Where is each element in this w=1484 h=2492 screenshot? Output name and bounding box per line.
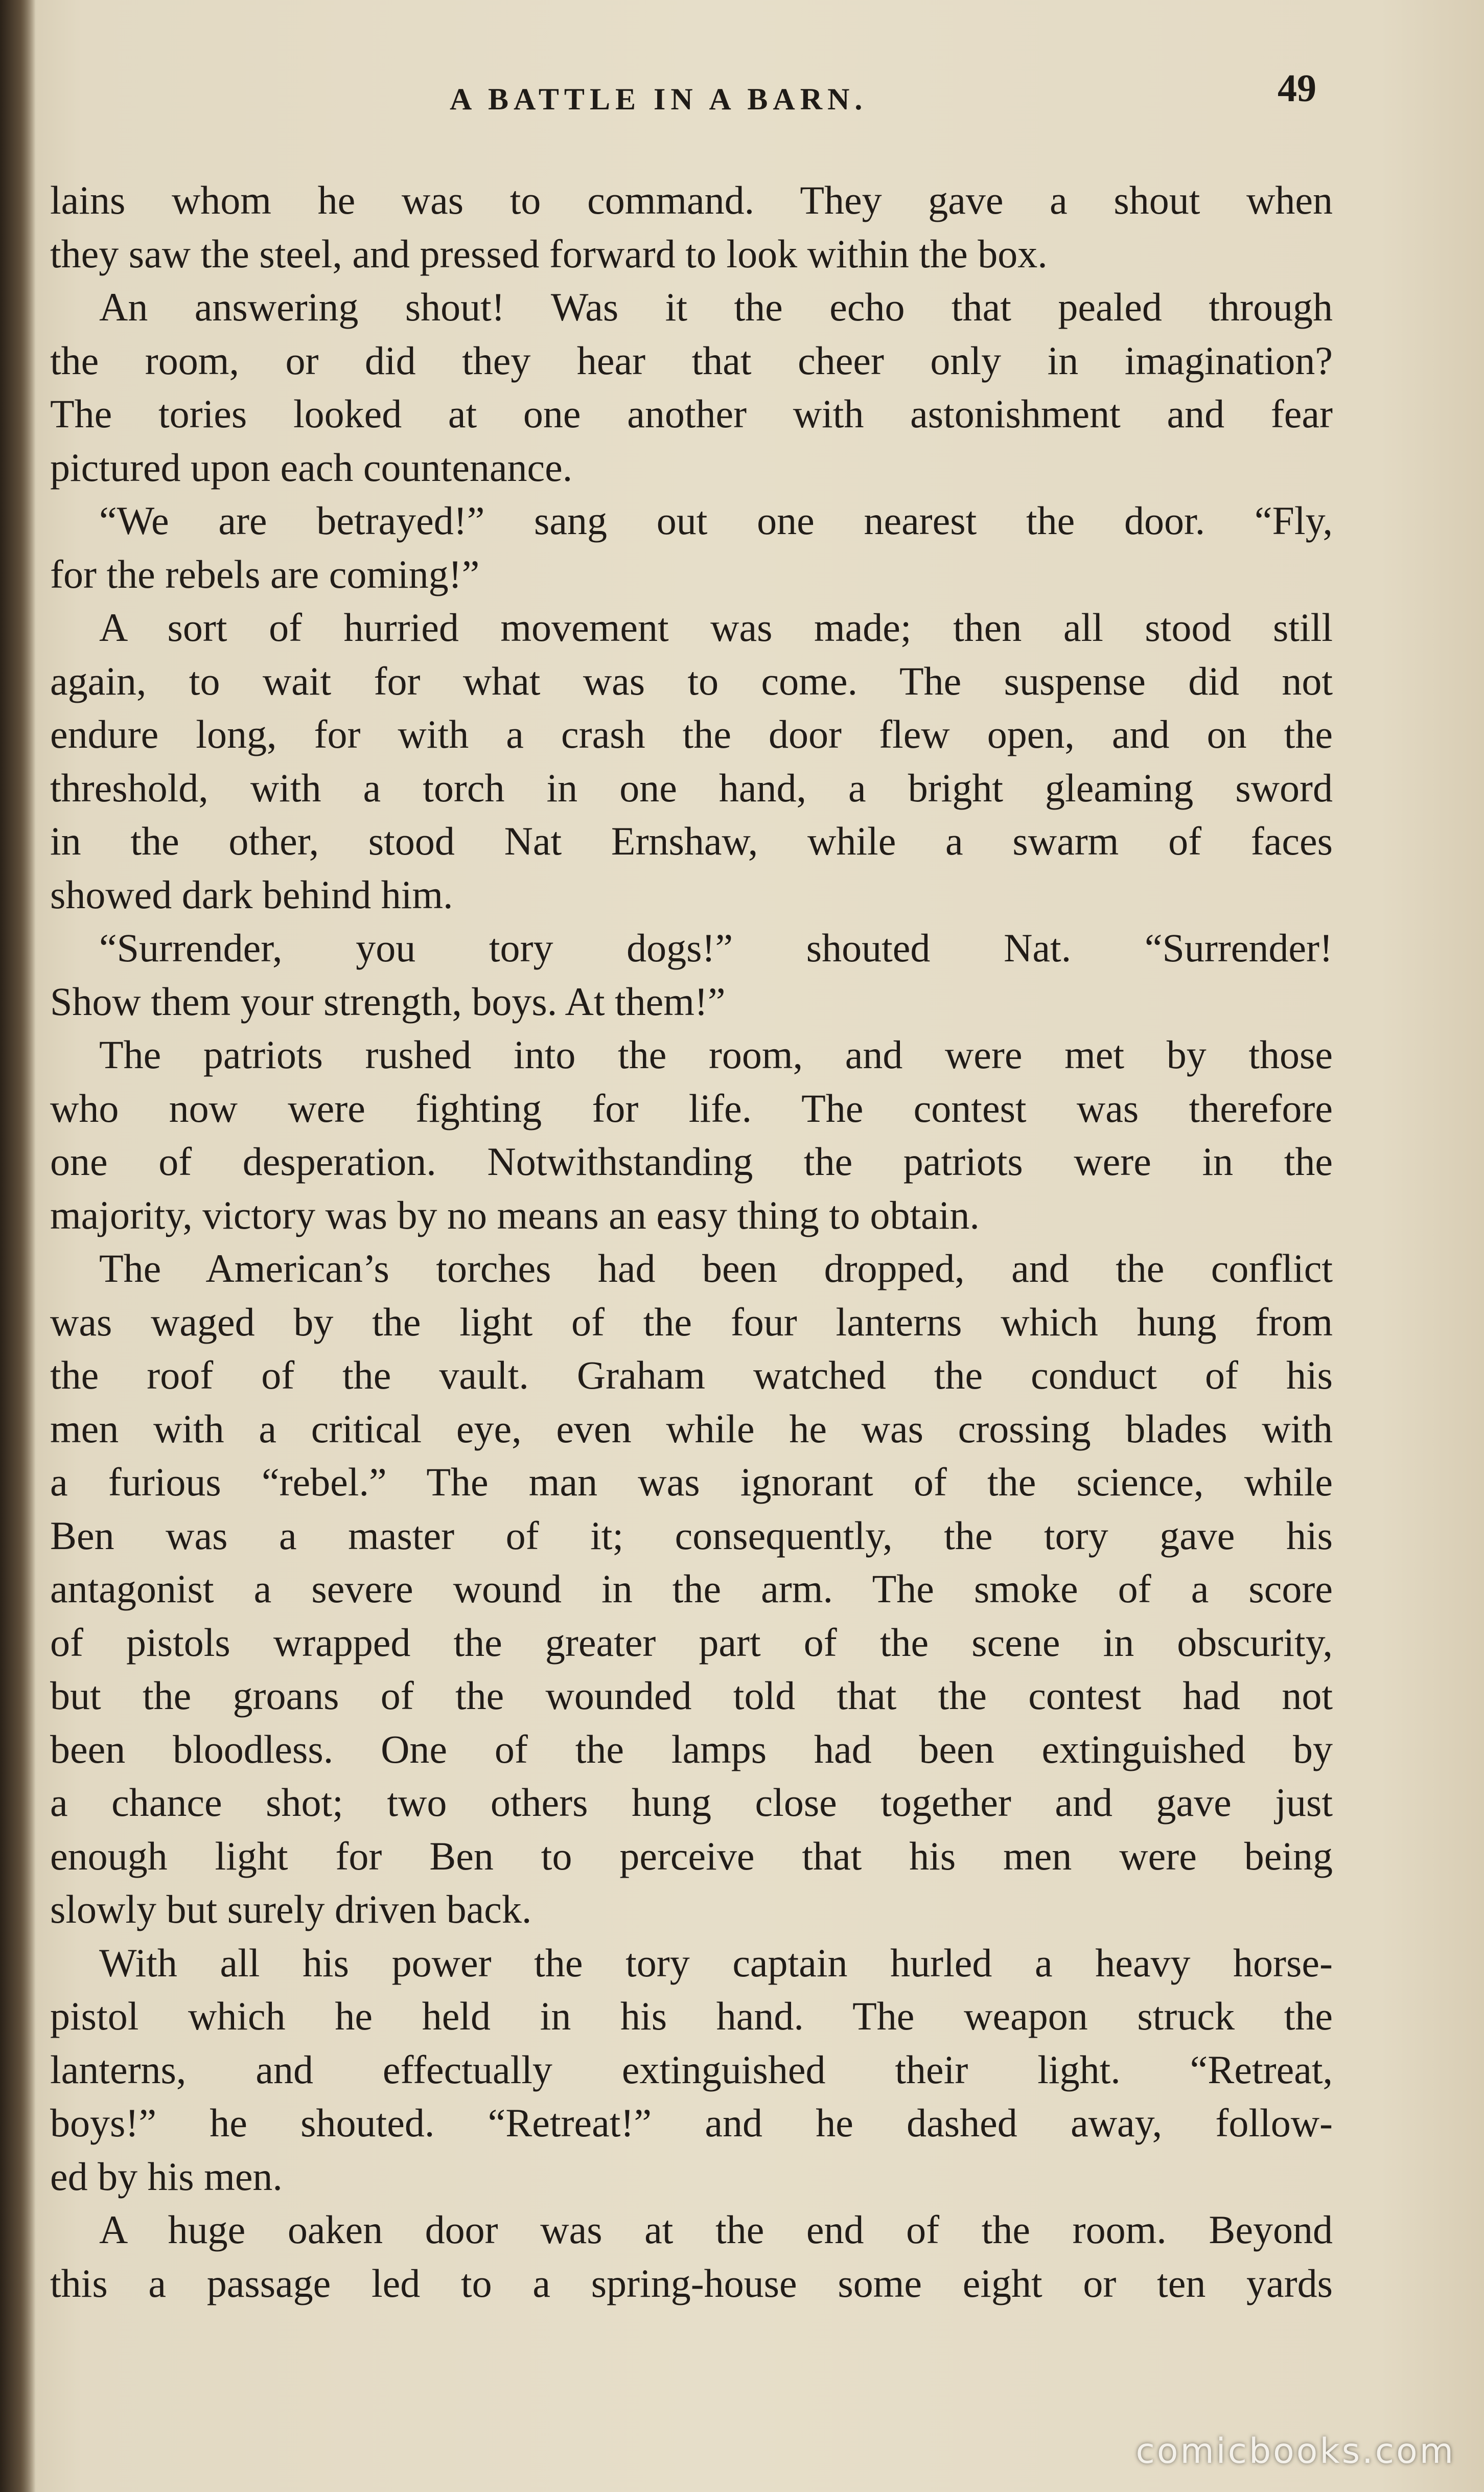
text-line: the room, or did they hear that cheer only in imagination? — [50, 338, 1333, 383]
text-line: threshold, with a torch in one hand, a bright gleaming sword — [50, 765, 1333, 810]
page-number: 49 — [1278, 67, 1316, 110]
text-line: pictured upon each countenance. — [50, 445, 573, 490]
text-line: who now were fighting for life. The contest was therefore — [50, 1086, 1333, 1130]
text-line: majority, victory was by no means an easy thing to obtain. — [50, 1192, 980, 1237]
text-line: they saw the steel, and pressed forward to look within the box. — [50, 231, 1048, 276]
watermark: comicbooks.com — [1135, 2431, 1455, 2472]
text-line: With all his power the tory captain hurled a heavy horse- — [99, 1940, 1333, 1985]
text-line: the roof of the vault. Graham watched the conduct of his — [50, 1353, 1333, 1397]
text-line: endure long, for with a crash the door flew open, and on the — [50, 712, 1333, 756]
text-line: The patriots rushed into the room, and were met by those — [99, 1032, 1333, 1077]
text-line: boys!” he shouted. “Retreat!” and he dashed away, follow- — [50, 2101, 1333, 2145]
text-line: men with a critical eye, even while he was crossing blades with — [50, 1406, 1333, 1451]
text-line: “Surrender, you tory dogs!” shouted Nat. “Surrender! — [99, 926, 1333, 970]
text-line: this a passage led to a spring-house some eight or ten yards — [50, 2260, 1333, 2305]
text-line: antagonist a severe wound in the arm. The smoke of a score — [50, 1566, 1333, 1611]
text-line: a furious “rebel.” The man was ignorant of the science, while — [50, 1460, 1333, 1504]
text-line: A sort of hurried movement was made; then all stood still — [99, 605, 1333, 650]
text-line: pistol which he held in his hand. The weapon struck the — [50, 1994, 1333, 2038]
text-line: ed by his men. — [50, 2154, 283, 2199]
text-line: enough light for Ben to perceive that his men were being — [50, 1833, 1333, 1878]
text-line: Show them your strength, boys. At them!” — [50, 979, 726, 1024]
text-line: “We are betrayed!” sang out one nearest the door. “Fly, — [99, 498, 1333, 543]
text-line: for the rebels are coming!” — [50, 551, 480, 596]
text-line: showed dark behind him. — [50, 872, 453, 917]
text-line: The American’s torches had been dropped, and the conflict — [99, 1246, 1333, 1290]
text-line: lains whom he was to command. They gave a shout when — [50, 178, 1333, 222]
gutter-shadow — [0, 0, 36, 2492]
text-line: one of desperation. Notwithstanding the patriots were in the — [50, 1139, 1333, 1184]
text-line: lanterns, and effectually extinguished their light. “Retreat, — [50, 2047, 1333, 2092]
text-line: but the groans of the wounded told that the contest had not — [50, 1673, 1333, 1718]
text-line: A huge oaken door was at the end of the room. Beyond — [99, 2207, 1333, 2252]
text-line: been bloodless. One of the lamps had been extinguished by — [50, 1726, 1333, 1771]
text-line: The tories looked at one another with astonishment and fear — [50, 391, 1333, 436]
text-line: in the other, stood Nat Ernshaw, while a swarm of faces — [50, 819, 1333, 863]
text-line: a chance shot; two others hung close together and gave just — [50, 1780, 1333, 1825]
text-line: again, to wait for what was to come. The suspense did not — [50, 658, 1333, 703]
text-line: of pistols wrapped the greater part of the scene in obscurity, — [50, 1620, 1333, 1665]
text-line: Ben was a master of it; consequently, the tory gave his — [50, 1513, 1333, 1558]
text-line: was waged by the light of the four lanterns which hung from — [50, 1299, 1333, 1344]
text-line: slowly but surely driven back. — [50, 1887, 532, 1931]
running-head: A BATTLE IN A BARN. — [450, 82, 868, 116]
body-text — [50, 174, 1333, 2310]
text-line: An answering shout! Was it the echo that pealed through — [99, 285, 1333, 329]
